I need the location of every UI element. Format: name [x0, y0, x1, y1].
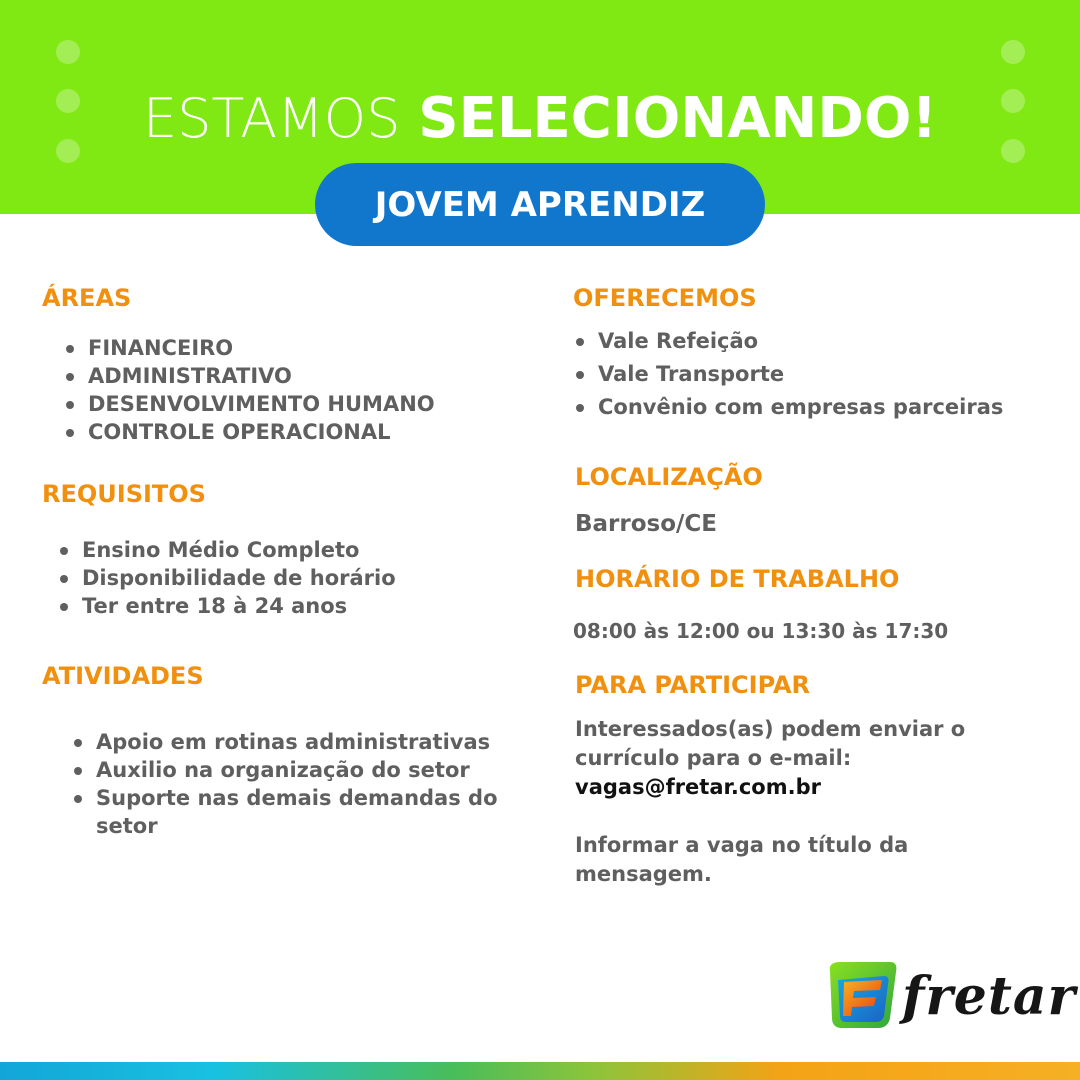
localizacao-heading: LOCALIZAÇÃO [575, 463, 763, 491]
requisitos-list [56, 536, 396, 620]
oferecemos-heading: OFERECEMOS [573, 284, 757, 312]
list-item: Vale Transporte [572, 358, 1003, 391]
participar-instructions: Interessados(as) podem enviar o currículo para o e-mail: [575, 717, 966, 770]
headline-bold: SELECIONANDO! [418, 86, 938, 151]
job-title: JOVEM APRENDIZ [374, 184, 706, 225]
headline-light: ESTAMOS [142, 87, 401, 150]
list-item: CONTROLE OPERACIONAL [62, 418, 435, 446]
fretar-logo [824, 958, 1076, 1038]
list-item: Vale Refeição [572, 325, 1003, 358]
areas-list [62, 334, 435, 446]
list-item: FINANCEIRO [62, 334, 435, 362]
oferecemos-list [572, 325, 1003, 424]
headline [0, 84, 1080, 154]
list-item: Ensino Médio Completo [56, 536, 396, 564]
decor-dot [1001, 40, 1025, 64]
logo-wordmark: fretar [902, 966, 1076, 1027]
participar-heading: PARA PARTICIPAR [575, 671, 811, 699]
horario-heading: HORÁRIO DE TRABALHO [575, 565, 900, 593]
decor-dot [56, 40, 80, 64]
fretar-logo-mark-icon [824, 958, 900, 1034]
participar-note: Informar a vaga no título da mensagem. [575, 833, 909, 886]
contact-email: vagas@fretar.com.br [575, 775, 821, 799]
participar-text [575, 715, 995, 802]
atividades-heading: ATIVIDADES [42, 662, 204, 690]
list-item: Ter entre 18 à 24 anos [56, 592, 396, 620]
horario-value: 08:00 às 12:00 ou 13:30 às 17:30 [573, 619, 949, 643]
localizacao-value: Barroso/CE [575, 511, 718, 537]
atividades-list [70, 728, 510, 840]
list-item: ADMINISTRATIVO [62, 362, 435, 390]
list-item: Apoio em rotinas administrativas [70, 728, 510, 756]
list-item: Disponibilidade de horário [56, 564, 396, 592]
list-item: DESENVOLVIMENTO HUMANO [62, 390, 435, 418]
areas-heading: ÁREAS [42, 284, 132, 312]
list-item: Auxilio na organização do setor [70, 756, 510, 784]
requisitos-heading: REQUISITOS [42, 480, 206, 508]
list-item: Suporte nas demais demandas do setor [70, 784, 510, 840]
bottom-gradient-bar [0, 1062, 1080, 1080]
list-item: Convênio com empresas parceiras [572, 391, 1003, 424]
job-title-pill [315, 163, 765, 246]
